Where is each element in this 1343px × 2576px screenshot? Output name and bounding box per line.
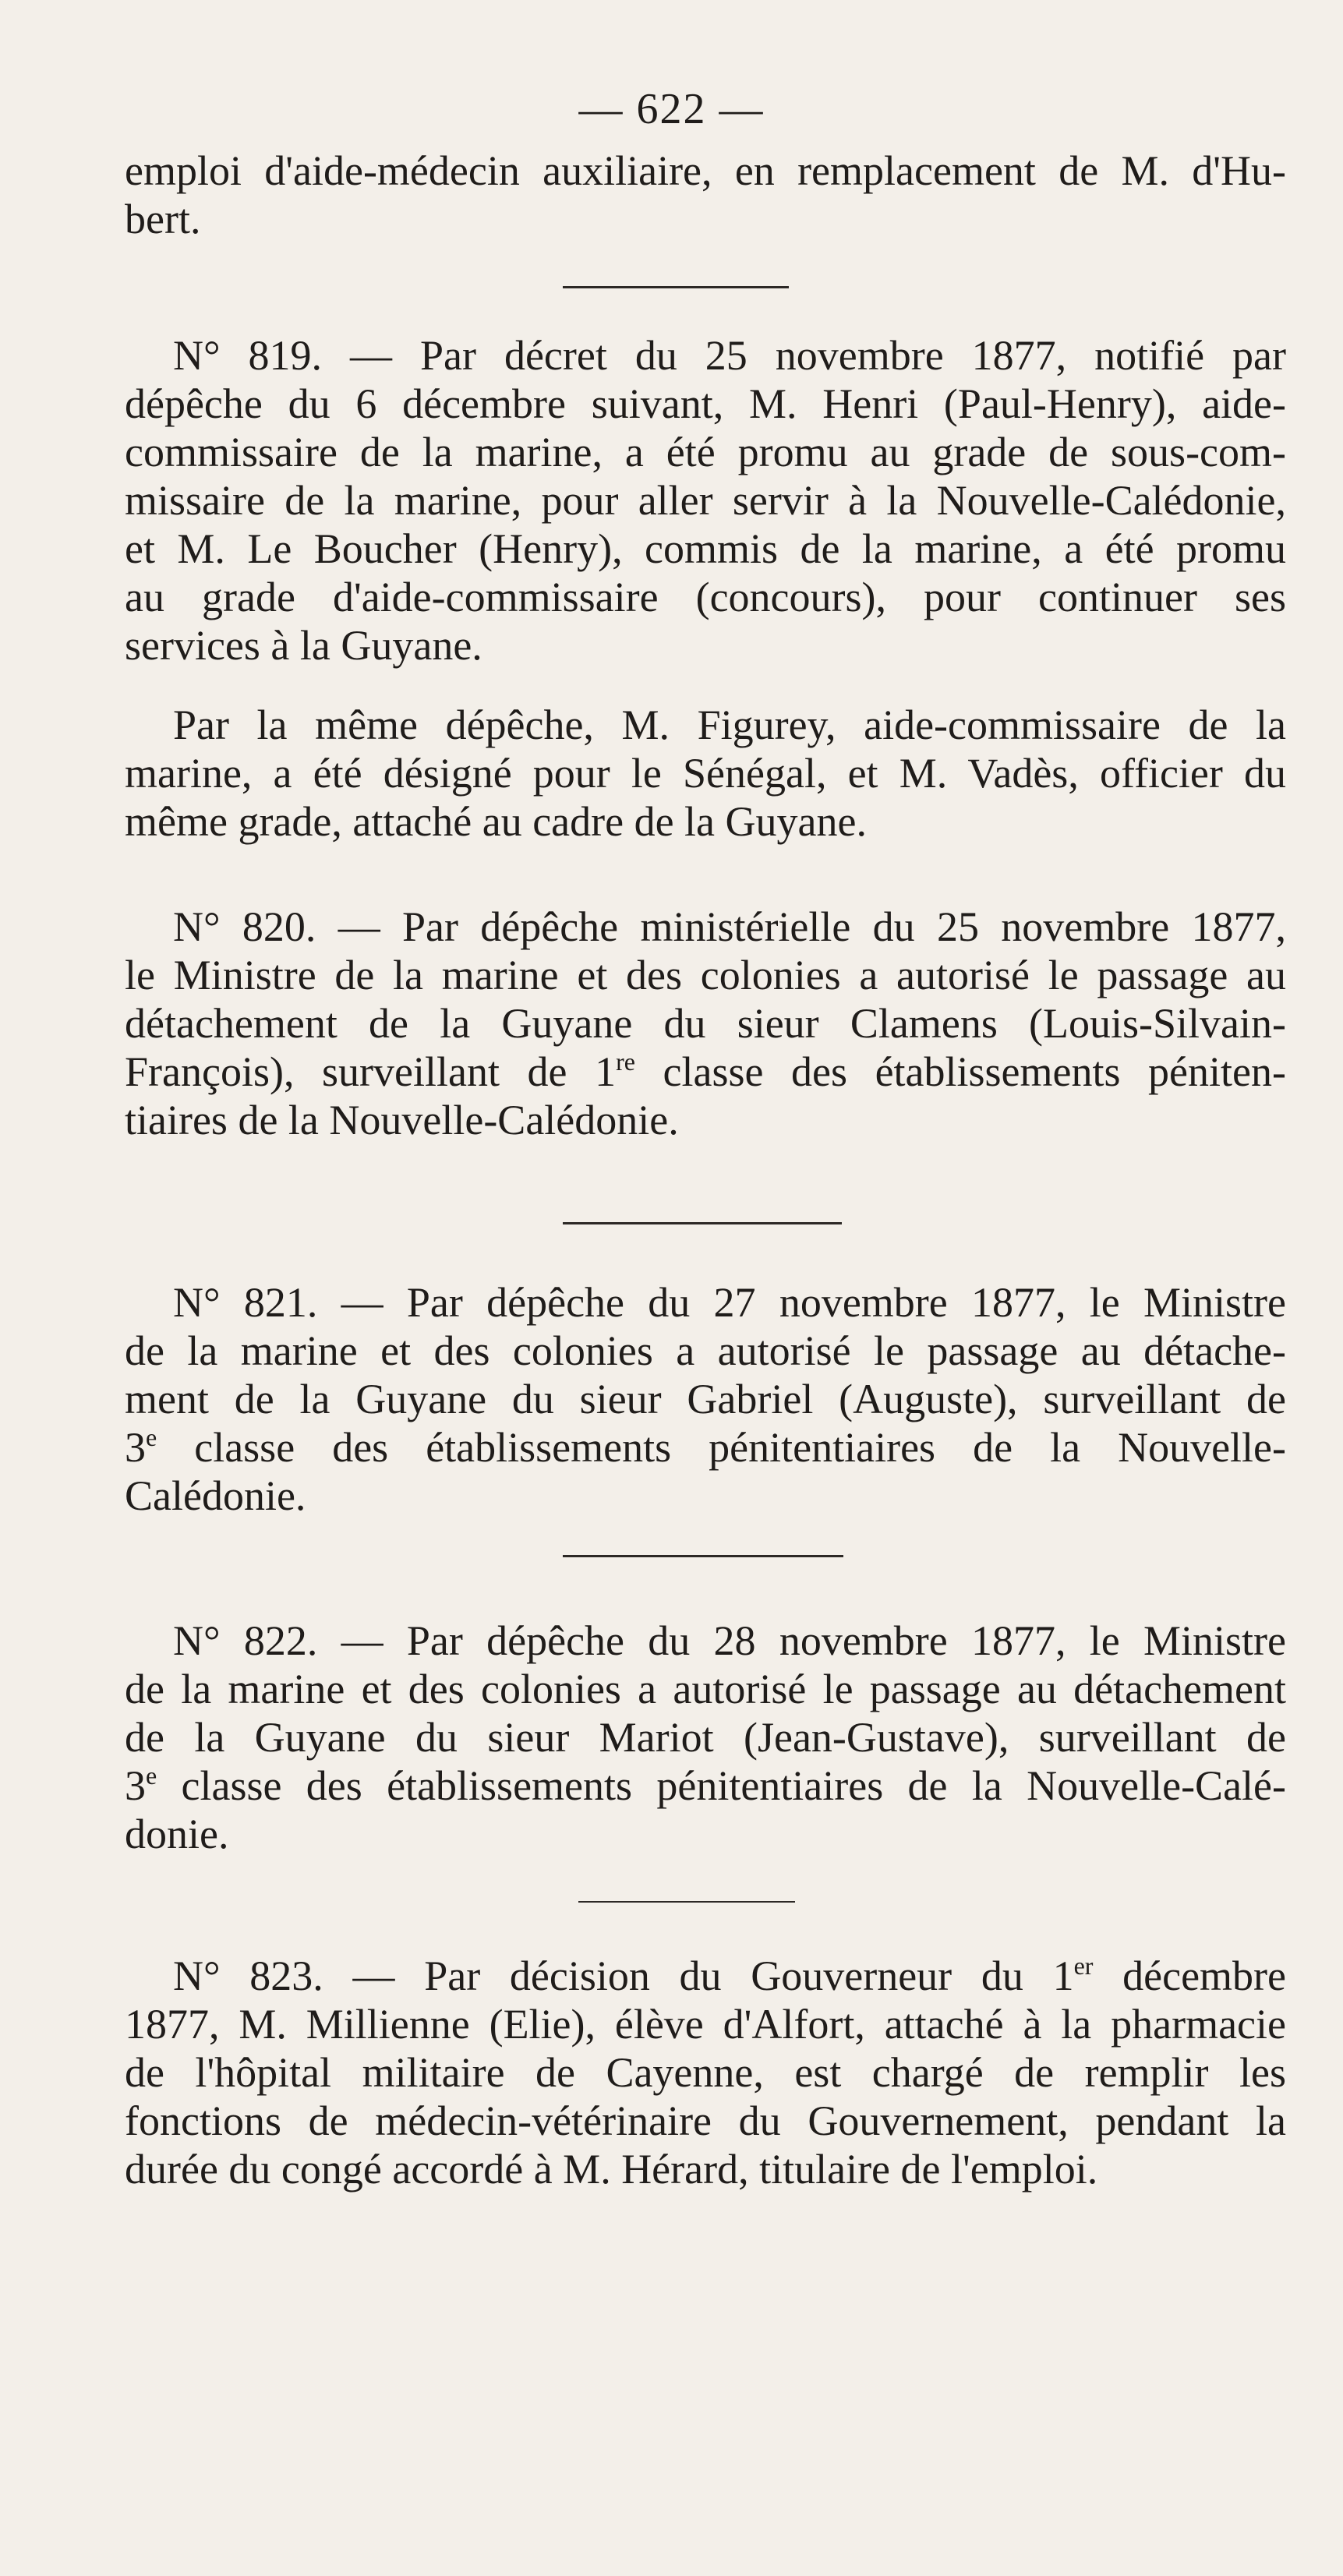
text-fragment: François), surveillant de 1 — [125, 1048, 617, 1095]
text-line: de l'hôpital militaire de Cayenne, est chargé de remplir les — [125, 2049, 1286, 2096]
text-line: services à la Guyane. — [125, 622, 482, 669]
text-line: de la Guyane du sieur Mariot (Jean-Gustave), surveillant de — [125, 1714, 1286, 1761]
text-line: tiaires de la Nouvelle-Calédonie. — [125, 1097, 679, 1143]
text-line: 1877, M. Millienne (Elie), élève d'Alfort, attaché à la pharmacie — [125, 2001, 1286, 2048]
text-line: N° 819. — Par décret du 25 novembre 1877, notifié par — [173, 332, 1286, 379]
entry-821 — [125, 1278, 1286, 1520]
text-line: ment de la Guyane du sieur Gabriel (Auguste), surveillant de — [125, 1376, 1286, 1422]
ordinal-superscript: e — [146, 1423, 157, 1451]
page-number: — 622 — — [578, 85, 765, 133]
text-line: N° 820. — Par dépêche ministérielle du 25 novembre 1877, — [173, 903, 1286, 950]
text-fragment: classe des établissements pénitentiaires de la Nouvelle-Calé- — [157, 1762, 1286, 1809]
text-line: le Ministre de la marine et des colonies a autorisé le passage au — [125, 952, 1286, 998]
text-line: de la marine et des colonies a autorisé le passage au détache- — [125, 1327, 1286, 1374]
continuation-paragraph — [125, 147, 1286, 243]
entry-819-second-paragraph — [125, 701, 1286, 846]
entry-820 — [125, 903, 1286, 1144]
text-line: marine, a été désigné pour le Sénégal, et M. Vadès, officier du — [125, 750, 1286, 797]
text-line: missaire de la marine, pour aller servir à la Nouvelle-Calédonie, — [125, 477, 1286, 524]
text-fragment: 3 — [125, 1762, 146, 1809]
text-line: donie. — [125, 1811, 229, 1857]
text-line: N° 822. — Par dépêche du 28 novembre 1877, le Ministre — [173, 1617, 1286, 1664]
text-line: au grade d'aide-commissaire (concours), pour continuer ses — [125, 574, 1286, 620]
separator-rule — [578, 1901, 795, 1903]
text-fragment: décembre — [1093, 1952, 1286, 1999]
text-line — [125, 1048, 1286, 1096]
text-fragment: classe des établissements pénitentiaires de la Nouvelle- — [157, 1424, 1286, 1471]
text-line: Par la même dépêche, M. Figurey, aide-commissaire de la — [173, 701, 1286, 748]
entry-823 — [125, 1952, 1286, 2193]
text-line: emploi d'aide-médecin auxiliaire, en remplacement de M. d'Hu- — [125, 147, 1286, 194]
text-line — [125, 1762, 1286, 1810]
text-line — [125, 1423, 1286, 1472]
text-line — [125, 1952, 1286, 2000]
text-line: bert. — [125, 196, 201, 242]
text-fragment: N° 823. — Par décision du Gouverneur du 1 — [173, 1952, 1074, 1999]
text-line: et M. Le Boucher (Henry), commis de la marine, a été promu — [125, 525, 1286, 572]
separator-rule — [563, 286, 789, 288]
text-line: durée du congé accordé à M. Hérard, titulaire de l'emploi. — [125, 2146, 1098, 2193]
entry-819 — [125, 331, 1286, 670]
text-line: de la marine et des colonies a autorisé le passage au détachement — [125, 1666, 1286, 1712]
ordinal-superscript: re — [616, 1048, 635, 1076]
text-line: commissaire de la marine, a été promu au grade de sous-com- — [125, 429, 1286, 475]
text-line: dépêche du 6 décembre suivant, M. Henri (Paul-Henry), aide- — [125, 380, 1286, 427]
entry-822 — [125, 1617, 1286, 1858]
separator-rule — [563, 1555, 843, 1557]
ordinal-superscript: e — [146, 1762, 157, 1790]
text-line: même grade, attaché au cadre de la Guyane. — [125, 798, 867, 845]
separator-rule — [563, 1222, 842, 1224]
text-line: Calédonie. — [125, 1472, 306, 1519]
text-line: fonctions de médecin-vétérinaire du Gouvernement, pendant la — [125, 2097, 1286, 2144]
text-line: détachement de la Guyane du sieur Clamens (Louis-Silvain- — [125, 1000, 1286, 1047]
text-line: N° 821. — Par dépêche du 27 novembre 1877, le Ministre — [173, 1279, 1286, 1326]
text-fragment: 3 — [125, 1424, 146, 1471]
ordinal-superscript: er — [1073, 1952, 1094, 1980]
text-fragment: classe des établissements péniten- — [634, 1048, 1286, 1095]
